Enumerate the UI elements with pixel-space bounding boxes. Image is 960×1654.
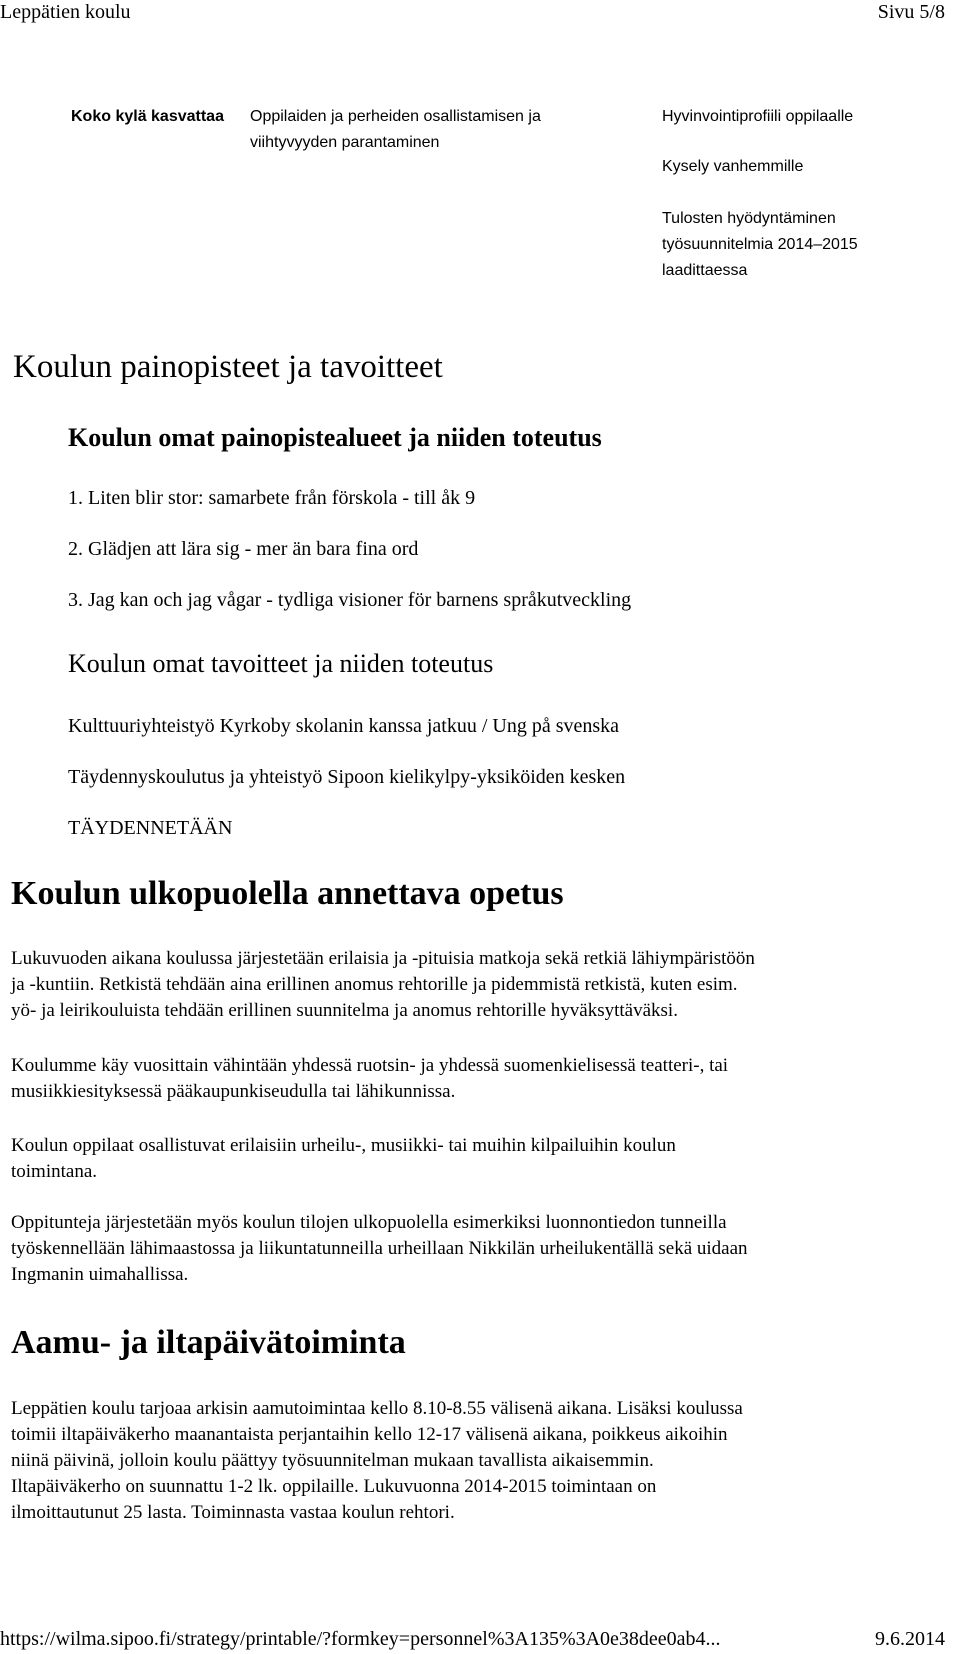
paragraph-line: ilmoittautunut 25 lasta. Toiminnasta vastaa koulun rehtori. — [11, 1502, 455, 1523]
paragraph-line: Lukuvuoden aikana koulussa järjestetään erilaisia ja -pituisia matkoja sekä retkiä lähiympäristöön — [11, 948, 755, 969]
focus-area-item-2: 2. Glädjen att lära sig - mer än bara fina ord — [68, 538, 419, 560]
goal-item-3: TÄYDENNETÄÄN — [68, 817, 233, 839]
table-cell-action-1: Hyvinvointiprofiili oppilaalle — [662, 108, 854, 125]
paragraph-competitions — [11, 1133, 941, 1185]
paragraph-line: työskennellään lähimaastossa ja liikuntatunneilla urheillaan Nikkilän urheilukentällä sekä uidaan — [11, 1238, 748, 1259]
table-cell-goal-line-2: viihtyvyyden parantaminen — [250, 134, 440, 151]
table-cell-category: Koko kylä kasvattaa — [71, 108, 224, 125]
table-cell-action-3-line-3: laadittaessa — [662, 262, 748, 279]
subsection-title-goals: Koulun omat tavoitteet ja niiden toteutus — [68, 649, 494, 678]
focus-area-item-1: 1. Liten blir stor: samarbete från förskola - till åk 9 — [68, 487, 476, 509]
goal-item-2: Täydennyskoulutus ja yhteistyö Sipoon kielikylpy-yksiköiden kesken — [68, 766, 626, 788]
subsection-title-focus-areas: Koulun omat painopistealueet ja niiden toteutus — [68, 423, 602, 452]
paragraph-line: Koulumme käy vuosittain vähintään yhdessä ruotsin- ja yhdessä suomenkielisessä teatteri-, tai — [11, 1055, 729, 1076]
print-footer-date: 9.6.2014 — [875, 1628, 945, 1650]
paragraph-line: niinä päivinä, jolloin koulu päättyy työsuunnitelman mukaan tavallista aikaisemmin. — [11, 1450, 654, 1471]
goal-item-1: Kulttuuriyhteistyö Kyrkoby skolanin kanssa jatkuu / Ung på svenska — [68, 715, 620, 737]
paragraph-line: Oppitunteja järjestetään myös koulun tilojen ulkopuolella esimerkiksi luonnontiedon tunneilla — [11, 1212, 727, 1233]
section-title-morning-afternoon: Aamu- ja iltapäivätoiminta — [11, 1324, 406, 1361]
paragraph-outdoor-lessons — [11, 1210, 941, 1288]
paragraph-line: Koulun oppilaat osallistuvat erilaisiin urheilu-, musiikki- tai muihin kilpailuihin koulun — [11, 1135, 676, 1156]
paragraph-line: toimintana. — [11, 1161, 98, 1182]
paragraph-theatre — [11, 1053, 941, 1105]
paragraph-club-activity — [11, 1396, 941, 1526]
paragraph-excursions — [11, 946, 941, 1024]
paragraph-line: ja -kuntiin. Retkistä tehdään aina erillinen anomus rehtorille ja pidemmistä retkistä, kuten esim. — [11, 974, 738, 995]
section-title-priorities: Koulun painopisteet ja tavoitteet — [13, 349, 443, 385]
paragraph-line: yö- ja leirikouluista tehdään erillinen suunnitelma ja anomus rehtorille hyväksyttäväksi. — [11, 1000, 678, 1021]
paragraph-line: Ingmanin uimahallissa. — [11, 1264, 189, 1285]
table-cell-goal-line-1: Oppilaiden ja perheiden osallistamisen ja — [250, 108, 541, 125]
paragraph-line: toimii iltapäiväkerho maanantaista perjantaihin kello 12-17 välisenä aikana, poikkeus aikoihin — [11, 1424, 728, 1445]
paragraph-line: Leppätien koulu tarjoaa arkisin aamutoimintaa kello 8.10-8.55 välisenä aikana. Lisäksi koulussa — [11, 1398, 743, 1419]
table-cell-action-3-line-1: Tulosten hyödyntäminen — [662, 210, 836, 227]
paragraph-line: Iltapäiväkerho on suunnattu 1-2 lk. oppilaille. Lukuvuonna 2014-2015 toimintaan on — [11, 1476, 657, 1497]
paragraph-line: musiikkiesityksessä pääkaupunkiseudulla tai lähikunnissa. — [11, 1081, 456, 1102]
print-footer-url: https://wilma.sipoo.fi/strategy/printable/?formkey=personnel%3A135%3A0e38dee0ab4... — [0, 1628, 721, 1650]
focus-area-item-3: 3. Jag kan och jag vågar - tydliga visioner för barnens språkutveckling — [68, 589, 632, 611]
table-cell-action-2: Kysely vanhemmille — [662, 158, 804, 175]
section-title-outside-teaching: Koulun ulkopuolella annettava opetus — [11, 875, 564, 912]
print-header-title: Leppätien koulu — [0, 1, 131, 23]
table-cell-action-3-line-2: työsuunnitelmia 2014–2015 — [662, 236, 858, 253]
print-header-page: Sivu 5/8 — [877, 1, 945, 23]
